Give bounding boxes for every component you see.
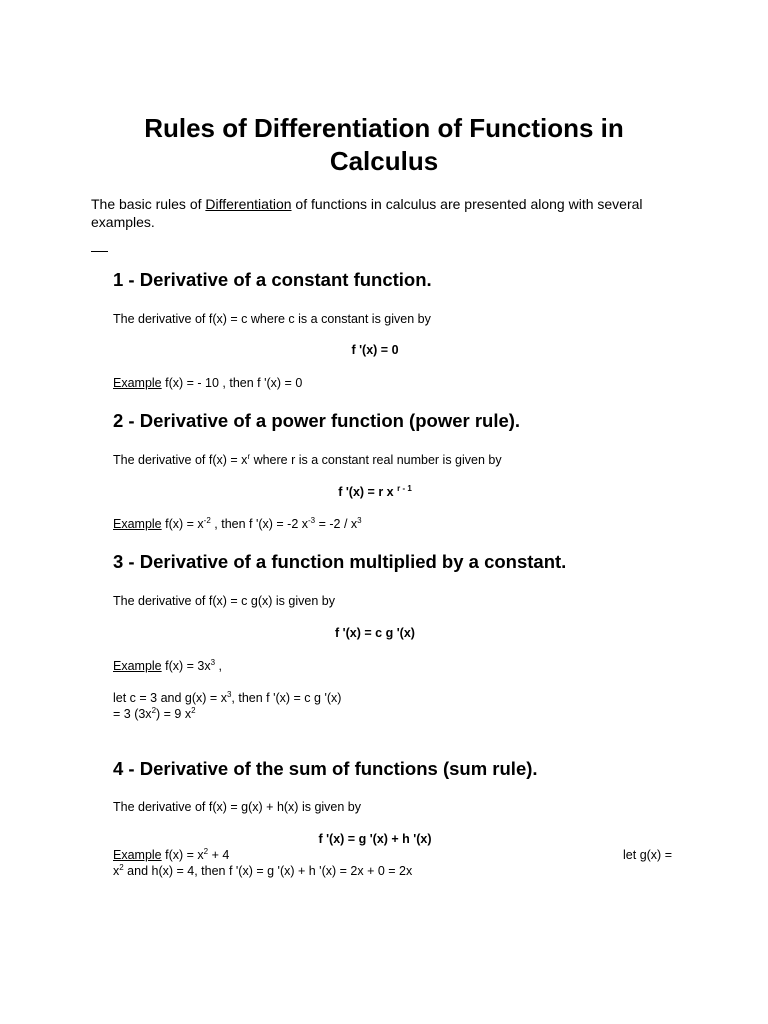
section-1-description: The derivative of f(x) = c where c is a constant is given by [113, 312, 431, 326]
example-text: ) = 9 x [156, 707, 192, 721]
exponent: -3 [308, 515, 316, 525]
section-4-example-right: let g(x) = [623, 848, 672, 862]
exponent: -2 [203, 515, 211, 525]
section-4-description: The derivative of f(x) = g(x) + h(x) is given by [113, 800, 362, 814]
example-text: = 3 (3x [113, 707, 152, 721]
page-title: Rules of Differentiation of Functions in Calculus [144, 113, 624, 176]
intro-text-before: The basic rules of [91, 196, 206, 212]
formula-text: f '(x) = r x [338, 485, 394, 499]
exponent: 3 [210, 657, 216, 667]
example-label: Example [113, 376, 162, 390]
example-text: + 4 [208, 848, 230, 862]
exponent: 2 [191, 705, 196, 715]
differentiation-link[interactable]: Differentiation [205, 196, 292, 212]
example-text: f(x) = - 10 , then f '(x) = 0 [161, 376, 303, 390]
exponent: 2 [203, 846, 209, 856]
section-4-heading: 4 - Derivative of the sum of functions (sum rule). [113, 758, 538, 779]
example-label: Example [113, 848, 162, 862]
intro-text-after: of functions in calculus are presented along with several examples. [91, 196, 643, 230]
exponent: 3 [357, 515, 362, 525]
exponent: 2 [151, 705, 157, 715]
section-2-heading: 2 - Derivative of a power function (power rule). [113, 410, 521, 431]
example-text: , then f '(x) = -2 x [210, 517, 309, 531]
desc-text: where r is a constant real number is given by [250, 453, 502, 467]
exponent: 2 [119, 862, 124, 872]
section-4-example-line-2 [113, 864, 412, 878]
section-3-example [113, 659, 222, 673]
section-1-heading: 1 - Derivative of a constant function. [113, 269, 432, 290]
section-3-formula: f '(x) = c g '(x) [335, 626, 415, 640]
exponent: 3 [226, 689, 232, 699]
section-3-example-line-3 [113, 707, 196, 721]
example-text: f(x) = 3x [161, 659, 211, 673]
section-2-formula [113, 485, 637, 499]
section-1-example [113, 376, 302, 390]
example-label: Example [113, 659, 162, 673]
example-text: , [215, 659, 223, 673]
exponent: r [247, 451, 251, 461]
desc-text: The derivative of f(x) = x [113, 453, 248, 467]
example-text: x [113, 864, 120, 878]
example-label: Example [113, 517, 162, 531]
section-2-example [113, 517, 362, 531]
section-3-heading: 3 - Derivative of a function multiplied by a constant. [113, 551, 567, 572]
example-text: f(x) = x [161, 517, 204, 531]
example-text: f(x) = x [161, 848, 204, 862]
section-3-example-line-2 [113, 691, 341, 705]
divider [91, 251, 108, 252]
section-3-description: The derivative of f(x) = c g(x) is given by [113, 594, 335, 608]
example-text: , then f '(x) = c g '(x) [231, 691, 342, 705]
exponent: r - 1 [397, 483, 412, 493]
section-2-description [113, 453, 502, 467]
example-text: and h(x) = 4, then f '(x) = g '(x) + h '(x) = 2x + 0 = 2x [123, 864, 413, 878]
section-1-formula: f '(x) = 0 [351, 343, 399, 357]
example-text: let c = 3 and g(x) = x [113, 691, 227, 705]
intro-paragraph [91, 195, 651, 231]
example-text: = -2 / x [315, 517, 358, 531]
section-4-example [113, 848, 229, 862]
section-4-formula: f '(x) = g '(x) + h '(x) [318, 832, 432, 846]
